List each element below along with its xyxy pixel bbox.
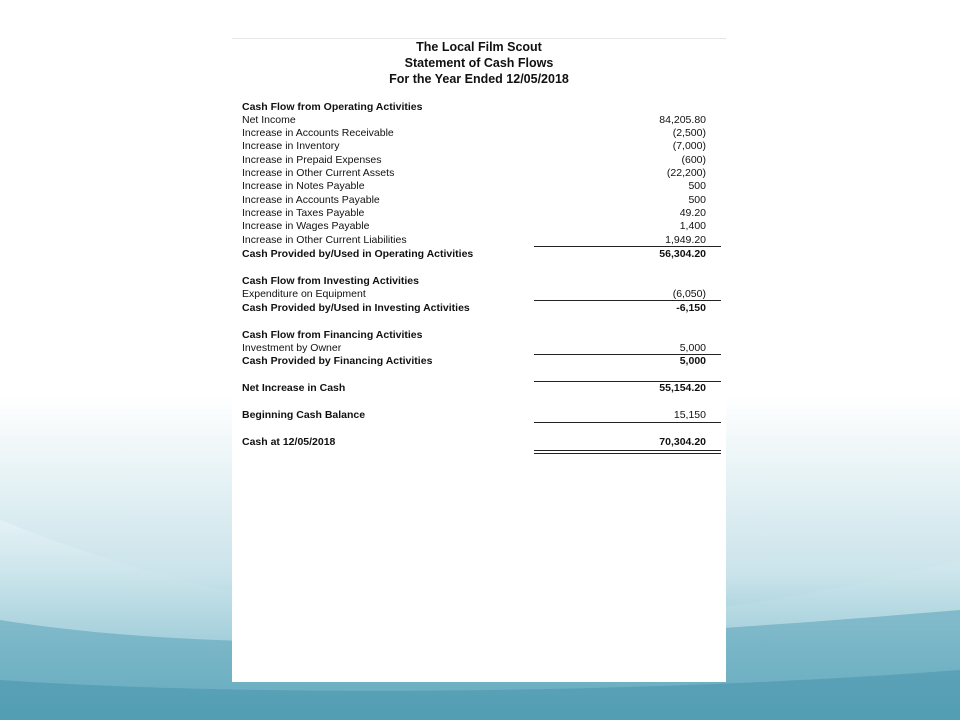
line-item-value: 1,949.20 xyxy=(665,234,706,246)
line-item-row xyxy=(242,194,716,207)
cash-flow-statement xyxy=(232,38,726,682)
subtotal-rule xyxy=(534,422,721,423)
financing-total-row xyxy=(242,355,716,368)
ending-cash-value: 70,304.20 xyxy=(659,436,706,448)
line-item-value: (6,050) xyxy=(672,288,706,300)
investing-heading-row xyxy=(242,275,716,288)
line-item-label: Increase in Prepaid Expenses xyxy=(242,154,382,166)
financing-heading-row xyxy=(242,329,716,342)
line-item-row xyxy=(242,167,716,180)
financing-total-value: 5,000 xyxy=(679,355,706,367)
line-item-label: Increase in Notes Payable xyxy=(242,180,365,192)
total-double-rule xyxy=(534,450,721,454)
investing-total-row xyxy=(242,302,716,315)
beginning-balance-row xyxy=(242,409,716,422)
ending-cash-row xyxy=(242,436,716,449)
line-item-value: 49.20 xyxy=(679,207,706,219)
line-item-label: Increase in Accounts Payable xyxy=(242,194,380,206)
operating-total-label: Cash Provided by/Used in Operating Activities xyxy=(242,248,474,260)
line-item-row xyxy=(242,207,716,220)
beginning-balance-label: Beginning Cash Balance xyxy=(242,409,366,421)
line-item-row xyxy=(242,114,716,127)
beginning-balance-value: 15,150 xyxy=(673,409,706,421)
investing-total-value: -6,150 xyxy=(676,302,706,314)
line-item-row xyxy=(242,154,716,167)
subtotal-rule xyxy=(534,246,721,247)
statement-period: For the Year Ended 12/05/2018 xyxy=(389,72,569,86)
line-item-value: (2,500) xyxy=(672,127,706,139)
line-item-label: Increase in Other Current Assets xyxy=(242,167,395,179)
line-item-row xyxy=(242,180,716,193)
line-item-value: (22,200) xyxy=(666,167,706,179)
operating-heading-row xyxy=(242,101,716,114)
line-item-label: Investment by Owner xyxy=(242,342,342,354)
financing-total-label: Cash Provided by Financing Activities xyxy=(242,355,433,367)
investing-total-label: Cash Provided by/Used in Investing Activities xyxy=(242,302,470,314)
line-item-value: 5,000 xyxy=(679,342,706,354)
line-item-row xyxy=(242,220,716,233)
line-item-label: Increase in Wages Payable xyxy=(242,220,370,232)
operating-total-row xyxy=(242,248,716,261)
financing-heading: Cash Flow from Financing Activities xyxy=(242,329,423,341)
line-item-label: Increase in Taxes Payable xyxy=(242,207,365,219)
ending-cash-label: Cash at 12/05/2018 xyxy=(242,436,336,448)
subtotal-rule xyxy=(534,300,721,301)
line-item-value: (7,000) xyxy=(672,140,706,152)
net-increase-row xyxy=(242,382,716,395)
investing-heading: Cash Flow from Investing Activities xyxy=(242,275,419,287)
operating-heading: Cash Flow from Operating Activities xyxy=(242,101,423,113)
statement-title: Statement of Cash Flows xyxy=(404,56,554,70)
line-item-value: 1,400 xyxy=(679,220,706,232)
line-item-row xyxy=(242,140,716,153)
line-item-value: (600) xyxy=(681,154,706,166)
line-item-value: 84,205.80 xyxy=(659,114,706,126)
company-name: The Local Film Scout xyxy=(416,40,542,54)
line-item-label: Net Income xyxy=(242,114,296,126)
line-item-row xyxy=(242,127,716,140)
line-item-value: 500 xyxy=(688,194,706,206)
line-item-label: Expenditure on Equipment xyxy=(242,288,366,300)
line-item-label: Increase in Accounts Receivable xyxy=(242,127,394,139)
net-increase-label: Net Increase in Cash xyxy=(242,382,346,394)
line-item-value: 500 xyxy=(688,180,706,192)
line-item-label: Increase in Inventory xyxy=(242,140,340,152)
line-item-label: Increase in Other Current Liabilities xyxy=(242,234,407,246)
net-increase-value: 55,154.20 xyxy=(659,382,706,394)
operating-total-value: 56,304.20 xyxy=(659,248,706,260)
